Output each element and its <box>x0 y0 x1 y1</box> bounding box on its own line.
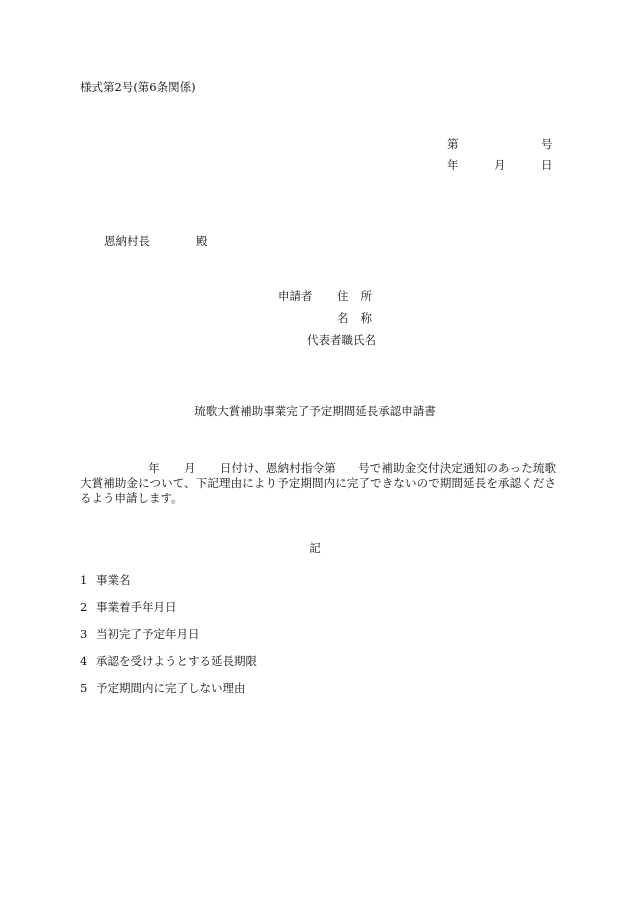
document-title: 琉歌大賞補助事業完了予定期間延長承認申請書 <box>194 404 436 418</box>
item-number: 1 <box>80 573 88 587</box>
doc-number-prefix: 第 <box>447 137 459 151</box>
ki-heading: 記 <box>309 541 321 555</box>
item-number: 2 <box>80 600 88 614</box>
item-text: 事業名 <box>96 573 131 587</box>
applicant-name-label: 名称 <box>337 311 384 325</box>
addressee-name: 恩納村長 <box>104 234 150 248</box>
applicant-label: 申請者 <box>278 289 313 303</box>
body-day-reference: 日付け、恩納村指令第 <box>219 461 336 475</box>
date-day: 日 <box>541 158 553 172</box>
list-item <box>80 656 257 683</box>
item-number: 4 <box>80 654 88 668</box>
body-paragraph <box>80 461 556 506</box>
list-item <box>80 629 257 656</box>
applicant-address-label: 住所 <box>337 289 384 303</box>
item-text: 当初完了予定年月日 <box>96 627 200 641</box>
addressee-honorific: 殿 <box>196 234 208 248</box>
date-month: 月 <box>494 158 506 172</box>
doc-number-suffix: 号 <box>541 137 553 151</box>
list-item <box>80 683 257 710</box>
body-month: 月 <box>183 461 196 475</box>
list-item <box>80 575 257 602</box>
item-text: 承認を受けようとする延長期限 <box>96 654 257 668</box>
body-continuation: 号で補助金交付決定通知のあった琉歌大賞補助金について、下記理由により予定期間内に完了できないので期間延長を承認くださるよう申請します。 <box>80 461 557 505</box>
date-year: 年 <box>447 158 459 172</box>
item-text: 事業着手年月日 <box>96 600 177 614</box>
item-number: 3 <box>80 627 88 641</box>
form-label: 様式第2号(第6条関係) <box>80 80 196 94</box>
body-year: 年 <box>148 461 160 475</box>
item-text: 予定期間内に完了しない理由 <box>96 681 246 695</box>
list-item <box>80 602 257 629</box>
item-list <box>80 575 257 710</box>
item-number: 5 <box>80 681 88 695</box>
applicant-representative-label: 代表者職氏名 <box>307 333 376 347</box>
